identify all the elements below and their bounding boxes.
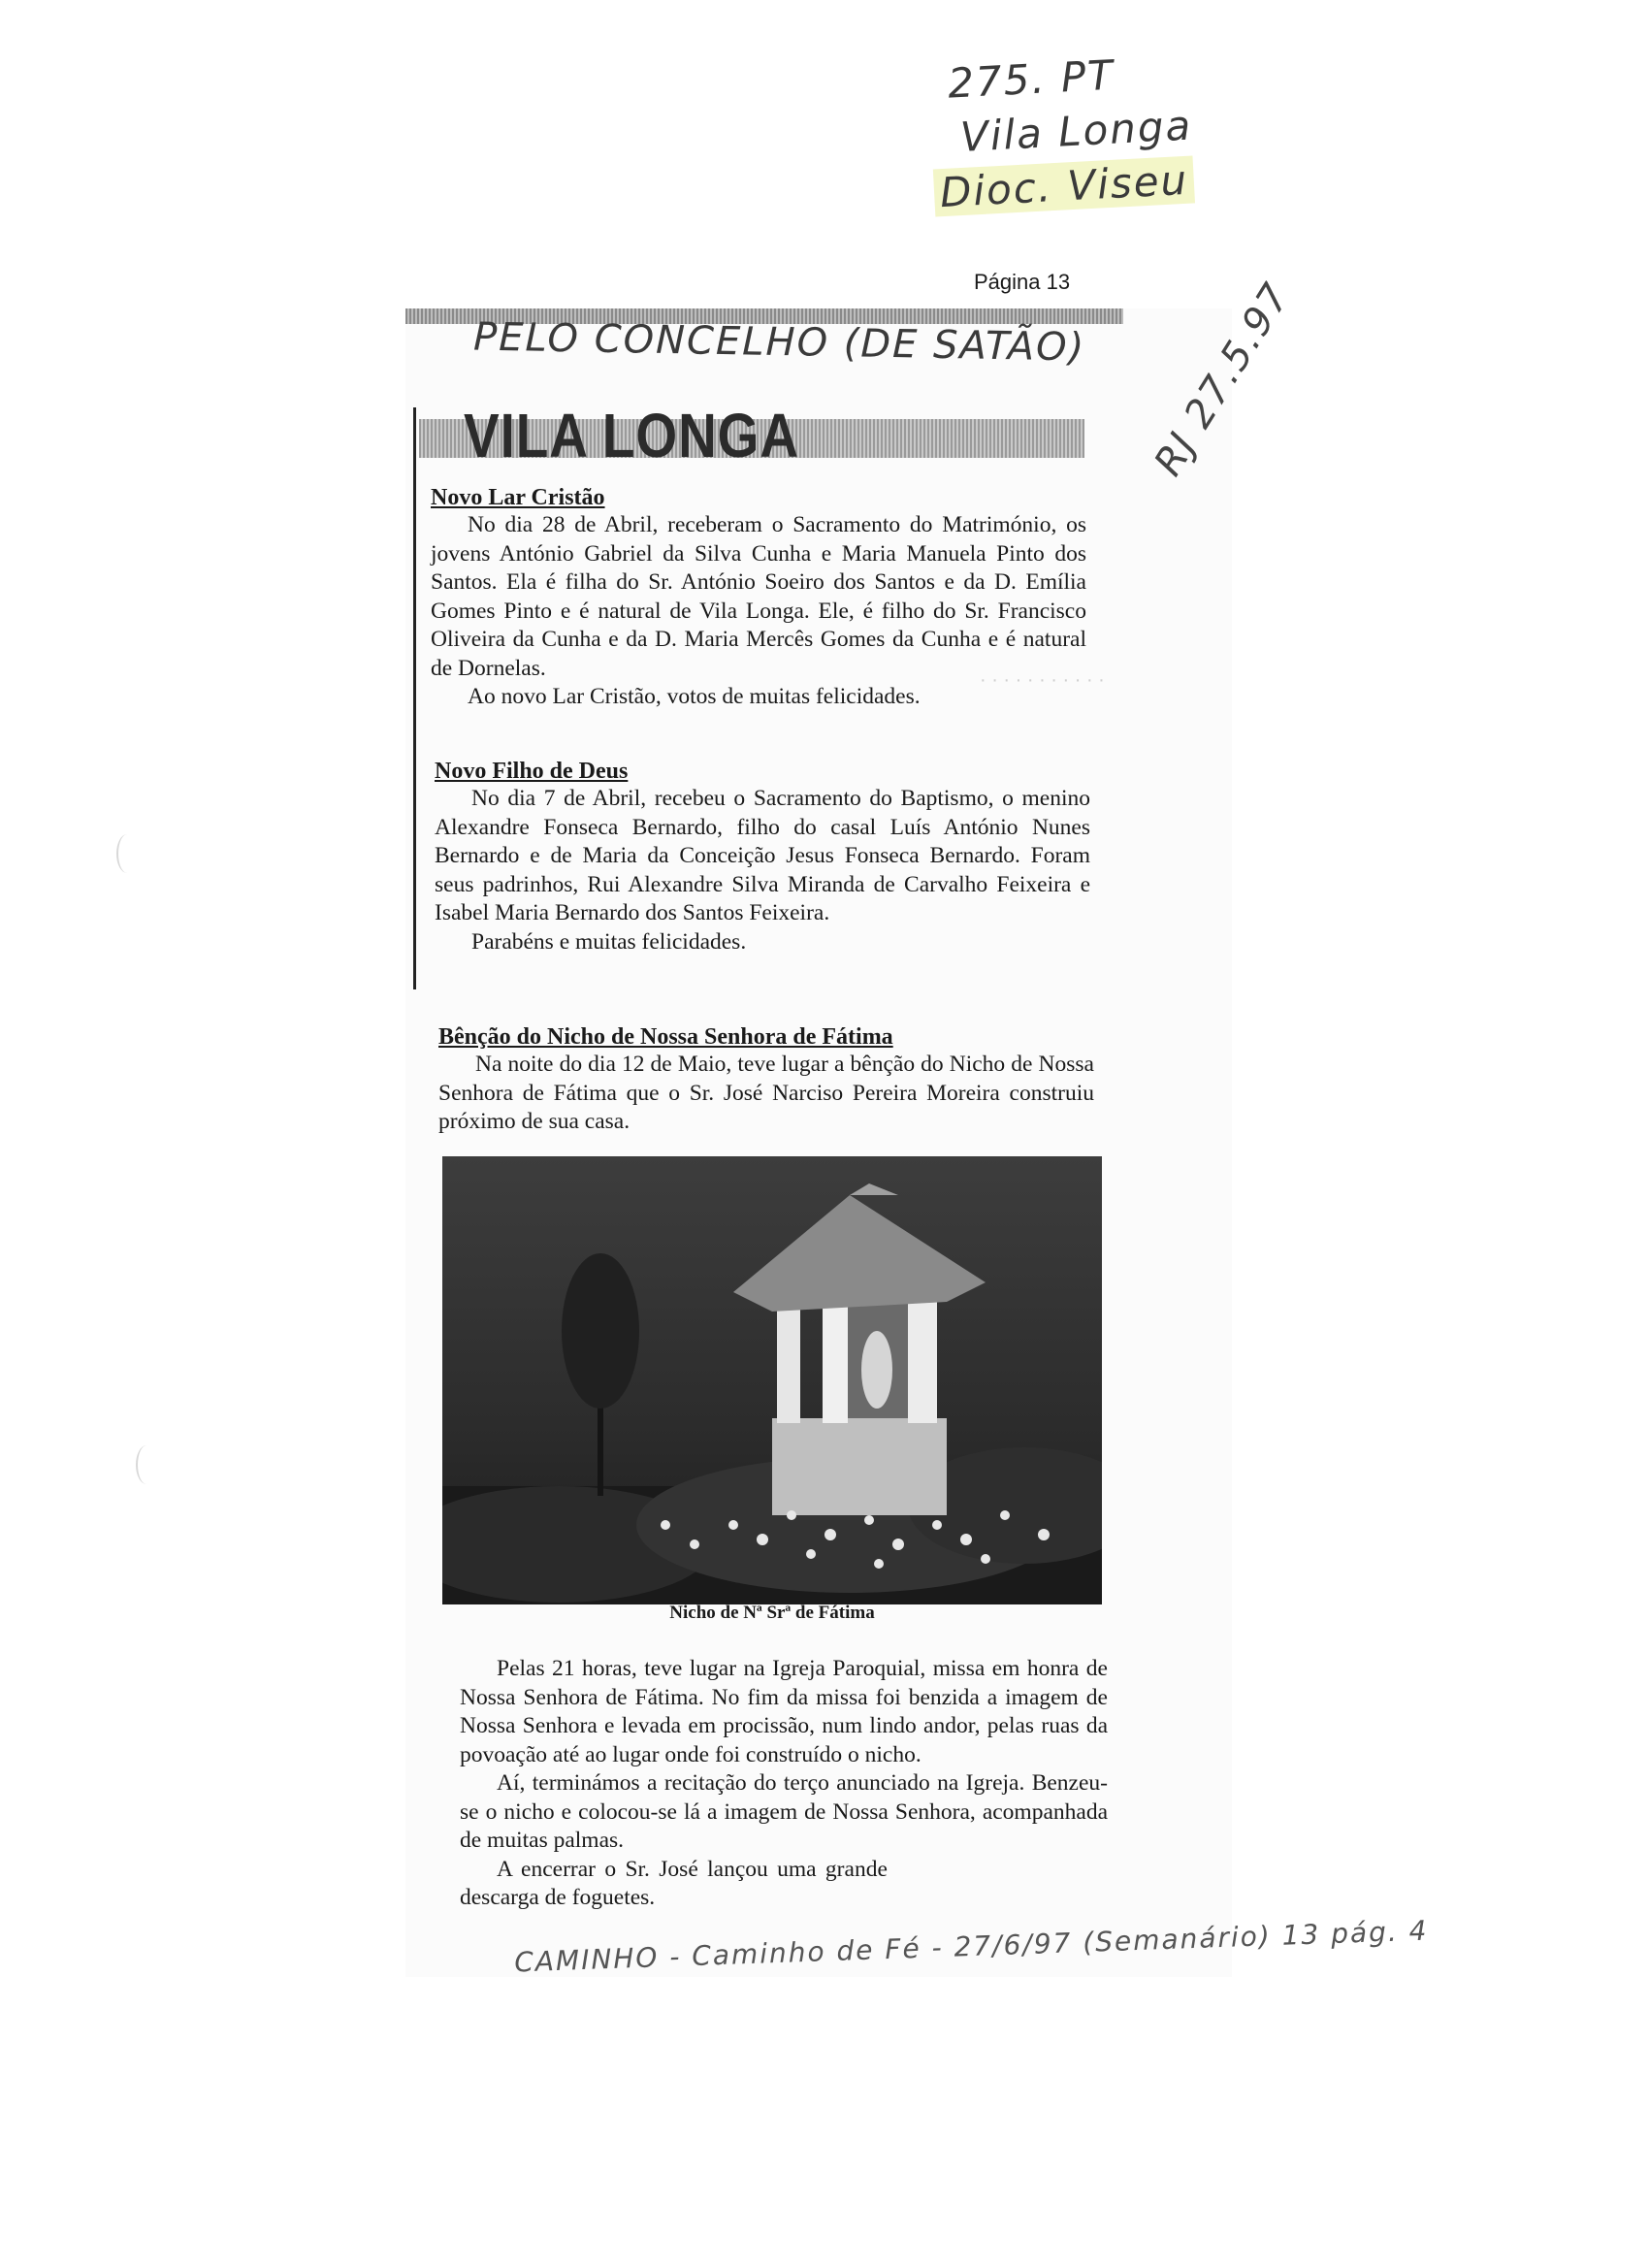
article-heading: Novo Filho de Deus: [435, 759, 629, 784]
photo-caption: Nicho de Nª Srª de Fátima: [669, 1603, 875, 1623]
show-through-text: · · · · · · · · · · ·: [980, 669, 1105, 691]
punch-hole-mark: [136, 1445, 157, 1484]
punch-hole-mark: [116, 834, 138, 873]
article-paragraph: Na noite do dia 12 de Maio, teve lugar a bênção do Nicho de Nossa Senhora de Fátima que o Sr. José Narciso Pereira Moreira construiu próximo de sua casa.: [438, 1052, 1094, 1134]
article-novo-lar-cristao: [431, 485, 1086, 712]
note-line: 275. PT: [946, 50, 1116, 108]
article-paragraph: No dia 28 de Abril, receberam o Sacramento do Matrimónio, os jovens António Gabriel da Silva Cunha e Maria Manuela Pinto dos Santos. Ela é filha do Sr. António Soeiro dos Santos e da D. Emília Gomes Pinto e é natural de Vila Longa. Ele, é filho do Sr. Francisco Oliveira da Cunha e da D. Maria Mercês Gomes da Cunha e é natural de Dornelas.: [431, 512, 1086, 681]
left-rule: [413, 407, 416, 989]
article-paragraph: Parabéns e muitas felicidades.: [471, 928, 747, 955]
handwritten-header: PELO CONCELHO (DE SATÃO): [472, 314, 1086, 371]
handwritten-notes: [938, 45, 1197, 220]
article-continuation: [460, 1655, 1108, 1913]
page-number: Página 13: [974, 270, 1071, 294]
article-paragraph: No dia 7 de Abril, recebeu o Sacramento do Baptismo, o menino Alexandre Fonseca Bernardo, filho do casal Luís António Nunes Bernardo e de Maria da Conceição Jesus Fonseca Bernardo. Foram seus padrinhos, Rui Alexandre Silva Miranda de Carvalho Feixeira e Isabel Maria Bernardo dos Santos Feixeira.: [435, 786, 1090, 925]
article-heading: Novo Lar Cristão: [431, 485, 605, 510]
handwritten-footer: CAMINHO - Caminho de Fé - 27/6/97 (Semanário) 13 pág. 4: [513, 1914, 1429, 1979]
section-title: VILA LONGA: [464, 401, 799, 470]
handwritten-initials: RJ 27.5.97: [1146, 275, 1300, 484]
niche-photo: [442, 1156, 1102, 1604]
note-line-highlighted: Dioc. Viseu: [933, 155, 1195, 216]
note-line: Vila Longa: [958, 101, 1194, 161]
article-paragraph: Aí, terminámos a recitação do terço anunciado na Igreja. Benzeu-se o nicho e colocou-se lá a imagem de Nossa Senhora, acompanhada de muitas palmas.: [460, 1770, 1108, 1853]
niche-shrine-image: [442, 1156, 1102, 1604]
article-bencao-do-nicho: [438, 1024, 1094, 1137]
article-paragraph: Pelas 21 horas, teve lugar na Igreja Paroquial, missa em honra de Nossa Senhora de Fátima. No fim da missa foi benzida a imagem de Nossa Senhora e levada em procissão, num lindo andor, pelas ruas da povoação até ao lugar onde foi construído o nicho.: [460, 1656, 1108, 1767]
article-paragraph: Ao novo Lar Cristão, votos de muitas felicidades.: [468, 684, 921, 709]
article-novo-filho-de-deus: [435, 759, 1090, 956]
article-heading: Bênção do Nicho de Nossa Senhora de Fátima: [438, 1024, 893, 1050]
article-paragraph: A encerrar o Sr. José lançou uma grande descarga de foguetes.: [460, 1856, 888, 1910]
